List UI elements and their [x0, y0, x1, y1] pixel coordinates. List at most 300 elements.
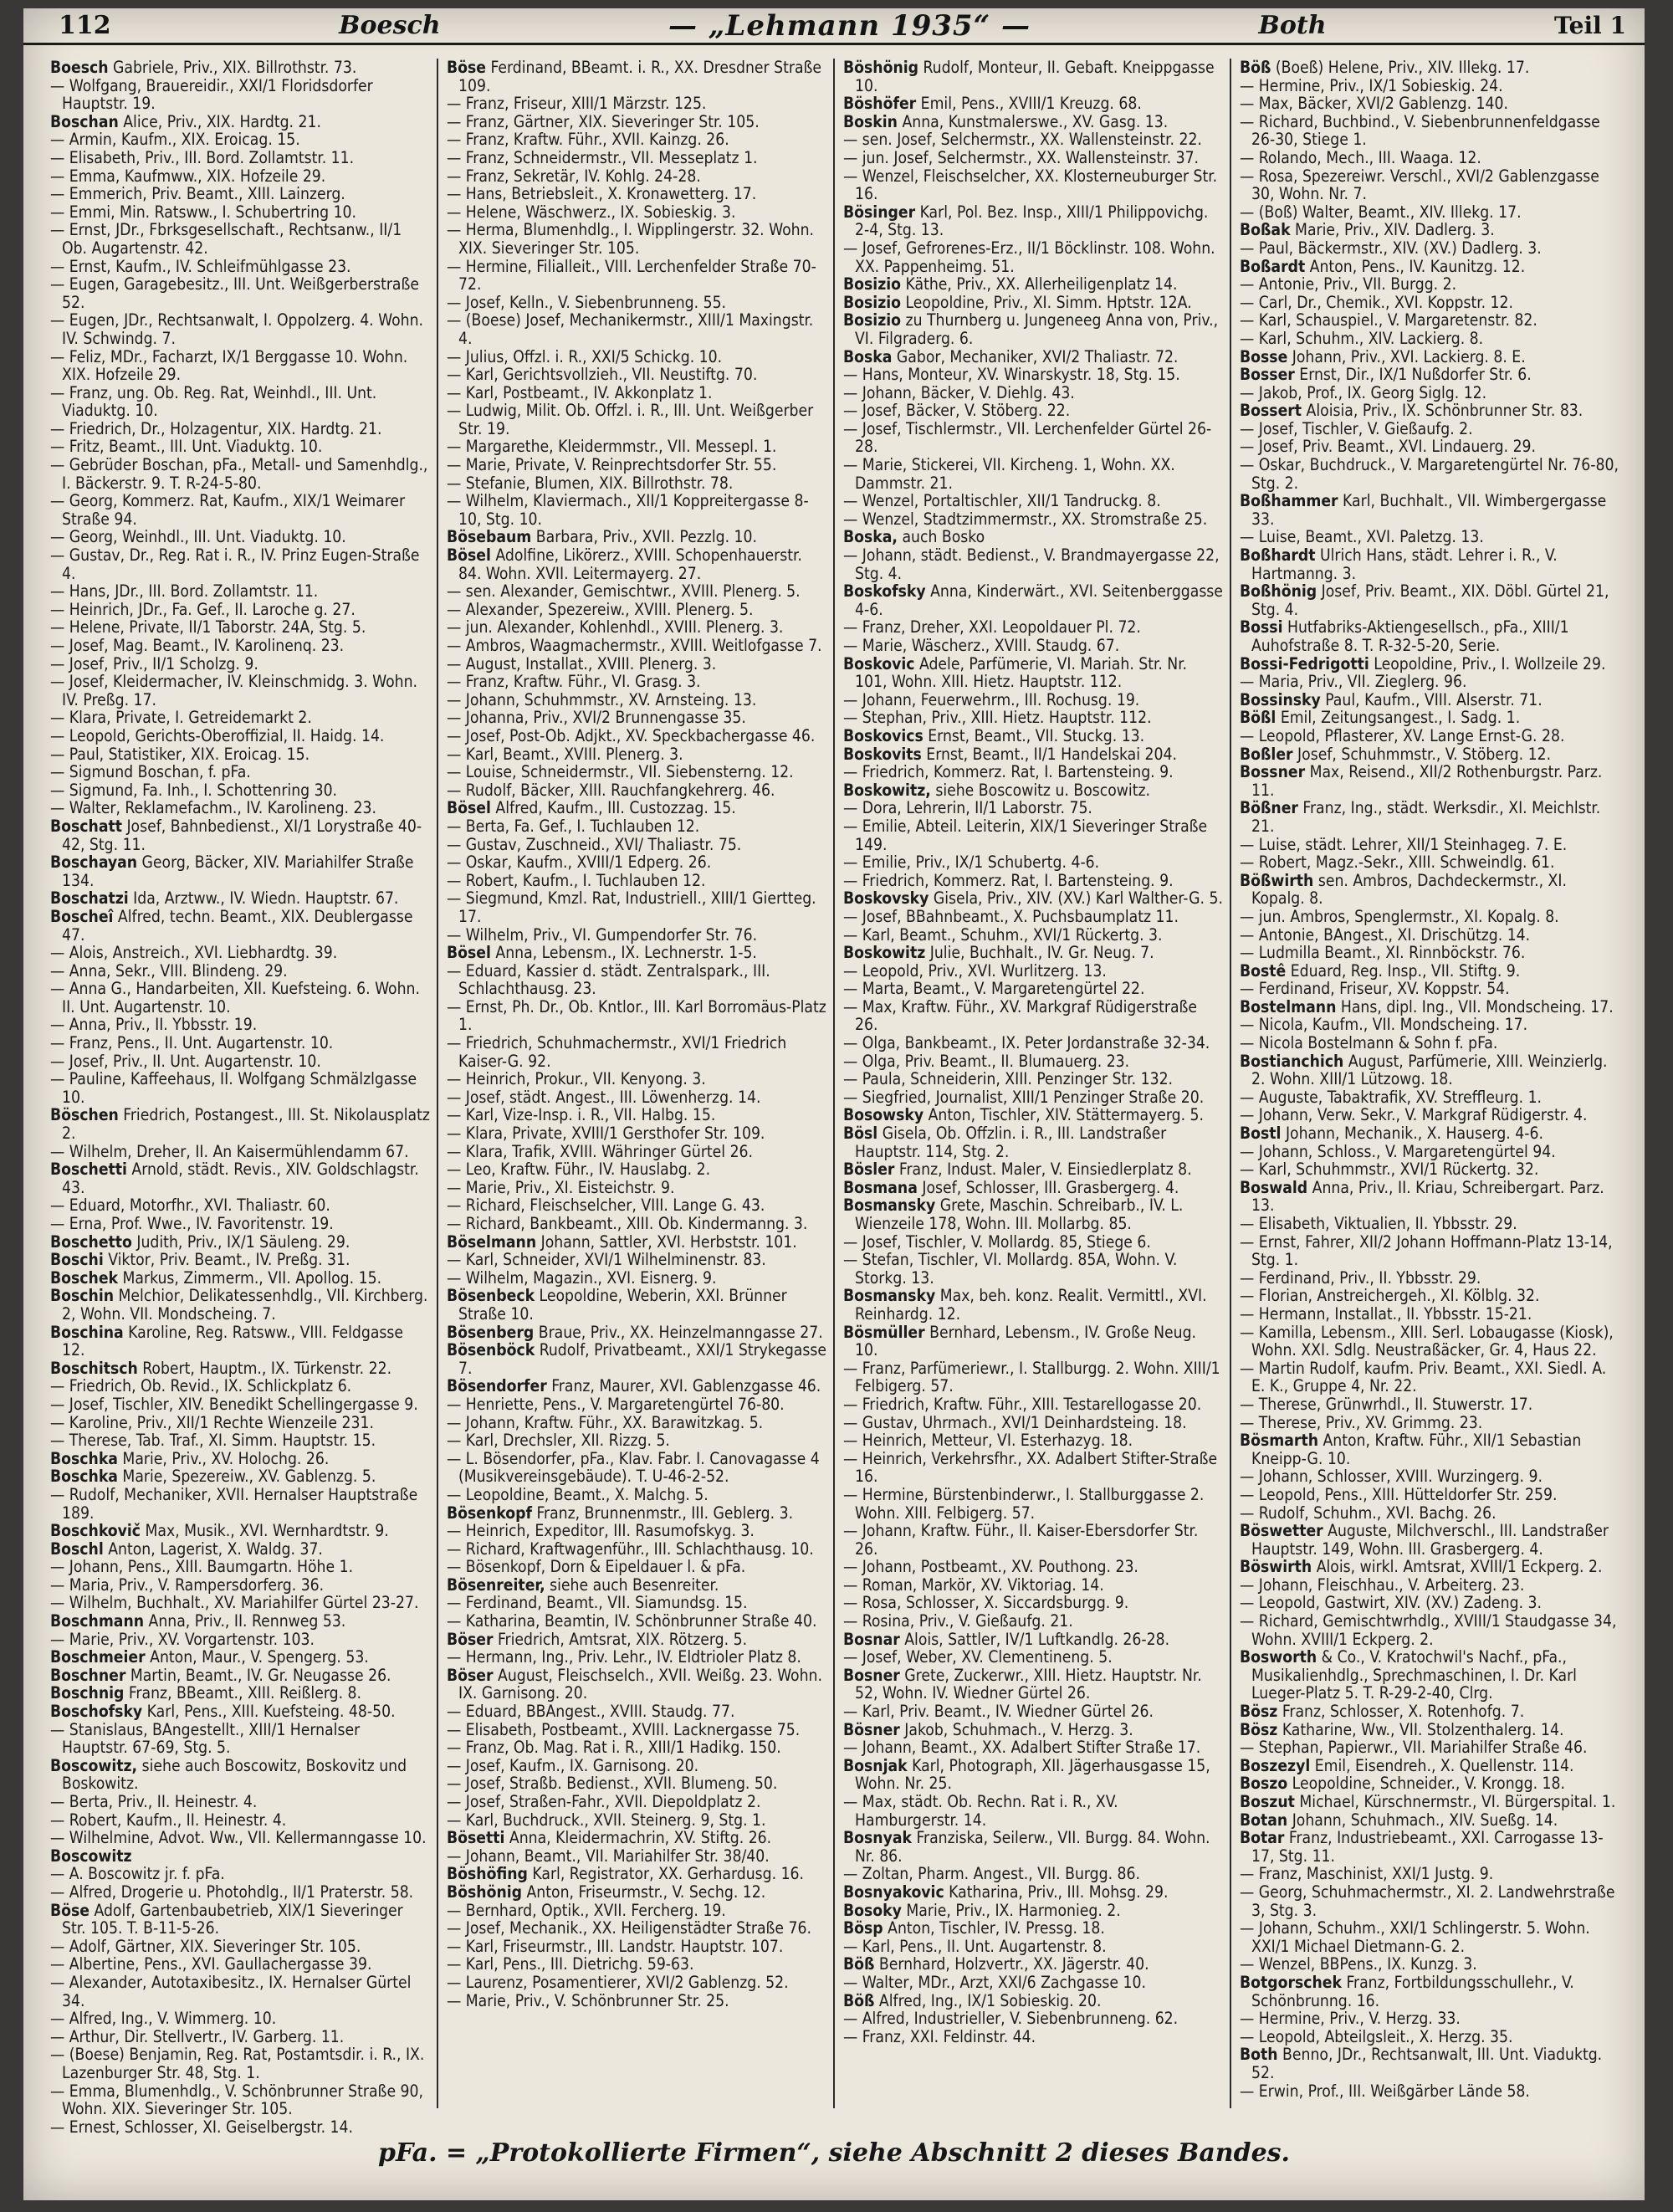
directory-entry: Böshönig Anton, Friseurmstr., V. Sechg. 12. [447, 1882, 766, 1902]
directory-entry: — Josef, BBahnbeamt., X. Puchsbaumplatz 11. [843, 906, 1179, 926]
directory-entry: — Marie, Private, V. Reinprechtsdorfer Str. 55. [447, 455, 777, 475]
directory-entry: — Max, Bäcker, XVI/2 Gablenzg. 140. [1240, 94, 1508, 114]
directory-entry: Boschin Melchior, Delikatessenhdlg., VII. Kirchberg. 2, Wohn. VII. Mondscheing. 7. [50, 1286, 428, 1324]
directory-entry: Boschmann Anna, Priv., II. Rennweg 53. [50, 1611, 346, 1631]
directory-entry: — Leopold, Pflasterer, XV. Lange Ernst-G. 28. [1240, 725, 1565, 745]
directory-entry: Boscowitz [50, 1846, 132, 1866]
directory-entry: — Klara, Private, I. Getreidemarkt 2. [50, 708, 312, 728]
directory-entry: — Gustav, Dr., Reg. Rat i. R., IV. Prinz Eugen-Straße 4. [50, 545, 420, 583]
directory-entry: Bösz Franz, Schlosser, X. Rotenhofg. 7. [1240, 1702, 1525, 1722]
directory-entry: Boschl Anton, Lagerist, X. Waldg. 37. [50, 1539, 323, 1559]
directory-entry: — Alfred, Drogerie u. Photohdlg., II/1 Praterstr. 58. [50, 1882, 414, 1902]
directory-entry: Boßak Marie, Priv., XIV. Dadlerg. 3. [1240, 220, 1495, 240]
directory-entry: — Siegmund, Kmzl. Rat, Industriell., XIII/1 Giertteg. 17. [447, 888, 816, 926]
directory-entry: — Alexander, Spezereiw., XVIII. Plenerg. 5. [447, 599, 754, 619]
directory-entry: — Wilhelmine, Advot. Ww., VII. Kellermanngasse 10. [50, 1828, 427, 1848]
directory-entry: — Georg, Weinhdl., III. Unt. Viaduktg. 10. [50, 527, 346, 547]
directory-entry: — Rosina, Priv., V. Gießaufg. 21. [843, 1611, 1073, 1631]
directory-entry: — Emilie, Abteil. Leiterin, XIX/1 Sieveringer Straße 149. [843, 816, 1208, 854]
directory-entry: — Auguste, Tabaktrafik, XV. Streffleurg. 1. [1240, 1087, 1543, 1107]
directory-entry: — Heinrich, Expeditor, III. Rasumofskyg. 3. [447, 1521, 755, 1541]
directory-entry: Boschek Markus, Zimmerm., VII. Apollog. 15. [50, 1267, 382, 1288]
directory-entry: — Karl, Schuhmmstr., XVI/1 Rückertg. 32. [1240, 1160, 1539, 1180]
directory-entry: — Leopold, Gerichts-Oberoffizial, II. Haidg. 14. [50, 725, 385, 745]
directory-entry: Boska, auch Bosko [843, 527, 985, 547]
directory-entry: — Berta, Priv., II. Heinestr. 4. [50, 1792, 258, 1811]
directory-entry: Boschitsch Robert, Hauptm., IX. Türkenstr. 22. [50, 1358, 392, 1378]
directory-entry: — jun. Ambros, Spenglermstr., XI. Kopalg. 8. [1240, 906, 1559, 926]
directory-entry: Both Benno, JDr., Rechtsanwalt, III. Unt. Viaduktg. 52. [1240, 2045, 1603, 2082]
directory-entry: Bossert Aloisia, Priv., IX. Schönbrunner Str. 83. [1240, 401, 1583, 421]
directory-entry: Boschnig Franz, BBeamt., XIII. Reißlerg. 8. [50, 1683, 361, 1703]
directory-entry: — Karl, Friseurmstr., III. Landstr. Hauptstr. 107. [447, 1936, 784, 1956]
directory-entry: Boßardt Anton, Pens., IV. Kaunitzg. 12. [1240, 256, 1526, 276]
directory-entry: — Feliz, MDr., Facharzt, IX/1 Berggasse 10. Wohn. XIX. Hofzeile 29. [50, 346, 408, 385]
directory-entry: Bosizio Leopoldine, Priv., XI. Simm. Hptstr. 12A. [843, 292, 1192, 312]
directory-entry: — Marie, Priv., XI. Eisteichstr. 9. [447, 1177, 675, 1197]
directory-entry: — Franz, Kraftw. Führ., VI. Grasg. 3. [447, 672, 701, 692]
directory-entry: — Franz, Parfümeriewr., I. Stallburgg. 2. Wohn. XIII/1 Felbigerg. 57. [843, 1358, 1220, 1396]
directory-entry: — Antonie, Priv., VII. Burgg. 2. [1240, 274, 1457, 294]
directory-entry: Bosoky Marie, Priv., IX. Harmonieg. 2. [843, 1900, 1121, 1920]
directory-entry: Bösz Katharine, Ww., VII. Stolzenthalerg. 14. [1240, 1719, 1564, 1739]
directory-entry: Bösp Anton, Tischler, IV. Pressg. 18. [843, 1918, 1105, 1938]
directory-entry: Boskovits Ernst, Beamt., II/1 Handelskai 204. [843, 744, 1177, 764]
directory-entry: Boßhammer Karl, Buchhalt., VII. Wimbergergasse 33. [1240, 491, 1607, 529]
directory-entry: — (Boß) Walter, Beamt., XIV. Illekg. 17. [1240, 202, 1522, 222]
directory-entry: — Josef, Straßb. Bedienst., XVII. Blumeng. 50. [447, 1774, 778, 1794]
directory-entry: Böswirth Alois, wirkl. Amtsrat, XVIII/1 Eckperg. 2. [1240, 1557, 1603, 1577]
directory-entry: — Anna, Sekr., VIII. Blindeng. 29. [50, 960, 288, 981]
directory-entry: — Wenzel, Portaltischler, XII/1 Tandruckg. 8. [843, 491, 1161, 511]
directory-entry: — Marie, Priv., V. Schönbrunner Str. 25. [447, 1990, 729, 2010]
directory-entry: — Erna, Prof. Wwe., IV. Favoritenstr. 19. [50, 1214, 334, 1233]
directory-entry: Bösel Anna, Lebensm., IX. Lechnerstr. 1-5. [447, 943, 757, 963]
directory-entry: Böshöfing Karl, Registrator, XX. Gerhardusg. 16. [447, 1864, 805, 1884]
directory-entry: Böse Adolf, Gartenbaubetrieb, XIX/1 Sieveringer Str. 105. T. B-11-5-26. [50, 1900, 403, 1938]
directory-entry: — Maria, Priv., V. Rampersdorferg. 36. [50, 1575, 325, 1595]
column-4 [1231, 59, 1626, 2108]
column-2 [438, 59, 835, 2108]
directory-entry: Boßhönig Josef, Priv. Beamt., XIX. Döbl. Gürtel 21, Stg. 4. [1240, 581, 1609, 619]
directory-entry: Bosnar Alois, Sattler, IV/1 Luftkandlg. 26-28. [843, 1629, 1170, 1649]
directory-entry: — Ernst, Kaufm., IV. Schleifmühlgasse 23. [50, 256, 351, 276]
directory-entry: Bosowsky Anton, Tischler, XIV. Stättermayerg. 5. [843, 1105, 1204, 1125]
directory-entry: Böser August, Fleischselch., XVII. Weißg. 23. Wohn. IX. Garnisong. 20. [447, 1665, 822, 1703]
directory-entry: — Wilhelm, Klaviermach., XII/1 Koppreitergasse 8-10, Stg. 10. [447, 491, 809, 529]
directory-entry: — Karl, Pens., III. Dietrichg. 59-63. [447, 1954, 694, 1974]
directory-entry: — Arthur, Dir. Stellvertr., IV. Garberg. 11. [50, 2026, 345, 2046]
directory-entry: Boßler Josef, Schuhmmstr., V. Stöberg. 12. [1240, 744, 1552, 764]
directory-entry: — Ferdinand, Friseur, XV. Koppstr. 54. [1240, 979, 1510, 999]
directory-entry: — Franz, Sekretär, IV. Kohlg. 24-28. [447, 166, 701, 186]
directory-entry: — Josef, Tischlermstr., VII. Lerchenfelder Gürtel 26-28. [843, 418, 1212, 457]
directory-entry: — Marie, Stickerei, VII. Kircheng. 1, Wohn. XX. Dammstr. 21. [843, 455, 1175, 493]
directory-entry: Bosser Ernst, Dir., IX/1 Nußdorfer Str. 6. [1240, 365, 1532, 385]
directory-entry: — Johann, Schloss., V. Margaretengürtel 94. [1240, 1141, 1556, 1161]
directory-entry: Boskovic Adele, Parfümerie, VI. Mariah. Str. Nr. 101, Wohn. XIII. Hietz. Hauptstr. 112. [843, 653, 1188, 692]
directory-entry: — Oskar, Buchdruck., V. Margaretengürtel Nr. 76-80, Stg. 2. [1240, 455, 1619, 493]
directory-entry: — Josef, Gefrorenes-Erz., II/1 Böcklinstr. 108. Wohn. XX. Pappenheimg. 51. [843, 238, 1215, 276]
directory-entry: Bossinsky Paul, Kaufm., VIII. Alserstr. 71. [1240, 689, 1543, 709]
directory-entry: Bosnyakovic Katharina, Priv., III. Mohsg. 29. [843, 1882, 1169, 1902]
directory-entry: — Karl, Postbeamt., IV. Akkonplatz 1. [447, 382, 713, 402]
directory-entry: — Florian, Anstreichergeh., XI. Kölblg. 32. [1240, 1286, 1540, 1306]
directory-entry: — Karl, Schneider, XVI/1 Wilhelminenstr. 83. [447, 1250, 766, 1270]
directory-entry: — Leopoldine, Beamt., X. Malchg. 5. [447, 1484, 709, 1504]
page-header [23, 8, 1645, 45]
directory-entry: — Wenzel, BBPens., IX. Kunzg. 3. [1240, 1954, 1477, 1974]
directory-entry: — Erwin, Prof., III. Weißgärber Lände 58. [1240, 2081, 1530, 2101]
directory-entry: — Friedrich, Kommerz. Rat, I. Bartensteing. 9. [843, 762, 1174, 782]
directory-entry: — Emma, Blumenhdlg., V. Schönbrunner Straße 90, Wohn. XIX. Sieveringer Str. 105. [50, 2081, 423, 2119]
directory-entry: — Josef, Bäcker, V. Stöberg. 22. [843, 401, 1071, 421]
directory-entry: — Rolando, Mech., III. Waaga. 12. [1240, 147, 1481, 167]
directory-entry: — Josef, Tischler, V. Gießaufg. 2. [1240, 418, 1473, 438]
directory-entry: — Eugen, JDr., Rechtsanwalt, I. Oppolzerg. 4. Wohn. IV. Schwindg. 7. [50, 310, 424, 348]
directory-entry: Bösmarth Anton, Kraftw. Führ., XII/1 Sebastian Kneipp-G. 10. [1240, 1431, 1582, 1468]
directory-entry: Boszo Leopoldine, Schneider., V. Krongg. 18. [1240, 1774, 1565, 1794]
directory-entry: Bösenbeck Leopoldine, Weberin, XXI. Brünner Straße 10. [447, 1286, 787, 1324]
directory-entry: — Karoline, Priv., XII/1 Rechte Wienzeile 231. [50, 1412, 374, 1432]
directory-entry: — Franz, Friseur, XIII/1 Märzstr. 125. [447, 94, 707, 114]
directory-entry: — Gebrüder Boschan, pFa., Metall- und Samenhdlg., I. Bäckerstr. 9. T. R-24-5-80. [50, 455, 428, 493]
directory-entry: — Leopold, Abteilgsleit., X. Herzg. 35. [1240, 2026, 1513, 2046]
directory-entry: — Wilhelm, Priv., VI. Gumpendorfer Str. 76. [447, 924, 758, 945]
directory-entry: — (Boese) Josef, Mechanikermstr., XIII/1 Maxingstr. 4. [447, 310, 814, 348]
directory-entry: Bosmana Josef, Schlosser, III. Grasbergerg. 4. [843, 1177, 1179, 1197]
directory-entry: — Marta, Beamt., V. Margaretengürtel 22. [843, 979, 1145, 999]
directory-entry: — Martin Rudolf, kaufm. Priv. Beamt., XXI. Siedl. A. E. K., Gruppe 4, Nr. 22. [1240, 1358, 1607, 1396]
directory-entry: — Ludmilla Beamt., XI. Rinnböckstr. 76. [1240, 943, 1526, 963]
directory-entry: — Dora, Lehrerin, II/1 Laborstr. 75. [843, 798, 1092, 818]
directory-entry: — Josef, Priv., II/1 Scholzg. 9. [50, 653, 258, 673]
directory-entry: — Johann, Verw. Sekr., V. Markgraf Rüdigerstr. 4. [1240, 1105, 1588, 1125]
directory-entry: — Klara, Private, XVIII/1 Gersthofer Str. 109. [447, 1124, 765, 1144]
directory-entry: — jun. Alexander, Kohlenhdl., XVIII. Plenerg. 3. [447, 617, 784, 637]
directory-entry: — Jakob, Prof., IX. Georg Siglg. 12. [1240, 382, 1487, 402]
directory-entry: — Therese, Tab. Traf., XI. Simm. Hauptstr. 15. [50, 1431, 376, 1451]
directory-entry: Bösenreiter, siehe auch Besenreiter. [447, 1575, 719, 1595]
directory-entry: — Bernhard, Optik., XVII. Fercherg. 19. [447, 1900, 726, 1920]
directory-entry: — Richard, Kraftwagenführ., III. Schlachthausg. 10. [447, 1539, 814, 1559]
directory-entry: Bossi-Fedrigotti Leopoldine, Priv., I. Wollzeile 29. [1240, 653, 1606, 673]
directory-entry: — sen. Alexander, Gemischtwr., XVIII. Plenerg. 5. [447, 581, 801, 602]
header-right-word: Both [1258, 11, 1327, 40]
directory-entry: — Max, Kraftw. Führ., XV. Markgraf Rüdigerstraße 26. [843, 996, 1198, 1035]
directory-entry: Boschofsky Karl, Pens., XIII. Kuefsteing. 48-50. [50, 1702, 396, 1722]
directory-entry: Bosmansky Grete, Maschin. Schreibarb., IV. L. Wienzeile 178, Wohn. III. Mollarbg. 85. [843, 1196, 1184, 1233]
directory-entry: — Josef, Kleidermacher, IV. Kleinschmidg. 3. Wohn. IV. Preßg. 17. [50, 672, 418, 709]
directory-entry: Bossner Max, Reisend., XII/2 Rothenburgstr. Parz. 11. [1240, 762, 1603, 800]
directory-entry: — Katharina, Beamtin, IV. Schönbrunner Straße 40. [447, 1611, 817, 1631]
directory-entry: — Franz, Dreher, XXI. Leopoldauer Pl. 72. [843, 617, 1141, 637]
directory-entry: — Therese, Grünwrhdl., II. Stuwerstr. 17. [1240, 1394, 1533, 1414]
directory-entry: — Karl, Beamt., XVIII. Plenerg. 3. [447, 744, 683, 764]
directory-entry: Boszut Michael, Kürschnermstr., VI. Bürgerspital. 1. [1240, 1792, 1616, 1811]
directory-entry: — Josef, Priv., II. Unt. Augartenstr. 10. [50, 1051, 321, 1071]
directory-entry: Boschi Viktor, Priv. Beamt., IV. Preßg. 31. [50, 1250, 350, 1270]
directory-entry: — Oskar, Kaufm., XVIII/1 Edperg. 26. [447, 853, 712, 873]
directory-entry: Bossi Hutfabriks-Aktiengesellsch., pFa., XIII/1 Auhofstraße 8. T. R-32-5-20, Serie. [1240, 617, 1569, 655]
directory-entry: Boschatt Josef, Bahnbedienst., XI/1 Lorystraße 40-42, Stg. 11. [50, 816, 422, 854]
directory-entry: Bostelmann Hans, dipl. Ing., VII. Mondscheing. 17. [1240, 996, 1614, 1016]
directory-entry: — Josef, Tischler, XIV. Benedikt Schellingergasse 9. [50, 1394, 418, 1414]
directory-entry: — Hans, Monteur, XV. Winarskystr. 18, Stg. 15. [843, 365, 1180, 385]
directory-entry: — Henriette, Pens., V. Margaretengürtel 76-80. [447, 1394, 785, 1414]
directory-entry: — Johann, Kraftw. Führ., II. Kaiser-Ebersdorfer Str. 26. [843, 1521, 1199, 1559]
directory-entry: — Johann, Beamt., VII. Mariahilfer Str. 38/40. [447, 1846, 770, 1866]
directory-entry: — Karl, Beamt., Schuhm., XVI/1 Rückertg. 3. [843, 924, 1163, 945]
directory-entry: — Richard, Buchbind., V. Siebenbrunnenfeldgasse 26-30, Stiege 1. [1240, 111, 1600, 150]
directory-entry: — Wolfgang, Brauereidir., XXI/1 Floridsdorfer Hauptstr. 19. [50, 75, 373, 114]
directory-entry: — Richard, Fleischselcher, VIII. Lange G. 43. [447, 1196, 765, 1216]
directory-entry: — Maria, Priv., VII. Zieglerg. 96. [1240, 672, 1467, 692]
directory-entry: Bösenböck Rudolf, Privatbeamt., XXI/1 Strykegasse 7. [447, 1340, 826, 1378]
directory-entry: — Rudolf, Mechaniker, XVII. Hernalser Hauptstraße 189. [50, 1484, 418, 1523]
directory-entry: Botar Franz, Industriebeamt., XXI. Carrogasse 13-17, Stg. 11. [1240, 1828, 1604, 1866]
directory-entry: — Josef, Mechanik., XX. Heiligenstädter Straße 76. [447, 1918, 811, 1938]
directory-entry: — Bösenkopf, Dorn & Eipeldauer l. & pFa. [447, 1557, 746, 1577]
directory-entry: Böß Alfred, Ing., IX/1 Sobieskig. 20. [843, 1990, 1102, 2010]
directory-entry: Bößl Emil, Zeitungsangest., I. Sadg. 1. [1240, 708, 1521, 728]
directory-entry: — Karl, Schuhm., XIV. Lackierg. 8. [1240, 328, 1484, 348]
directory-entry: Boskin Anna, Kunstmalerswe., XV. Gasg. 13. [843, 111, 1169, 131]
directory-entry: — Karl, Priv. Beamt., IV. Wiedner Gürtel 26. [843, 1702, 1154, 1722]
directory-entry: — Nicola Bostelmann & Sohn f. pFa. [1240, 1033, 1498, 1053]
directory-entry: Bösler Franz, Indust. Maler, V. Einsiedlerplatz 8. [843, 1160, 1192, 1180]
directory-entry: — Ferdinand, Beamt., VII. Siamundsg. 15. [447, 1593, 748, 1613]
directory-entry: — Herma, Blumenhdlg., I. Wipplingerstr. 32. Wohn. XIX. Sieveringer Str. 105. [447, 220, 815, 258]
column-1 [42, 58, 438, 2137]
directory-entry: — Hermine, Bürstenbinderwr., I. Stallburggasse 2. Wohn. XIII. Felbigerg. 57. [843, 1484, 1205, 1523]
directory-entry: Boskowitz Julie, Buchhalt., IV. Gr. Neug. 7. [843, 943, 1154, 963]
directory-entry: — Emma, Kaufmww., XIX. Hofzeile 29. [50, 166, 326, 186]
directory-entry: — Georg, Kommerz. Rat, Kaufm., XIX/1 Weimarer Straße 94. [50, 491, 406, 529]
directory-entry: — Olga, Bankbeamt., IX. Peter Jordanstraße 32-34. [843, 1033, 1210, 1053]
directory-entry: — Eduard, BBAngest., XVIII. Staudg. 77. [447, 1702, 735, 1722]
directory-entry: — Heinrich, Prokur., VII. Kenyong. 3. [447, 1069, 706, 1089]
directory-entry: — L. Bösendorfer, pFa., Klav. Fabr. I. Canovagasse 4 (Musikvereinsgebäude). T. U-46-2-52. [447, 1448, 820, 1487]
directory-entry: — Wilhelm, Magazin., XVI. Eisnerg. 9. [447, 1267, 717, 1288]
directory-entry: Böß (Boeß) Helene, Priv., XIV. Illekg. 17. [1240, 58, 1530, 77]
directory-entry: Bostianchich August, Parfümerie, XIII. Weinzierlg. 2. Wohn. XIII/1 Lützowg. 18. [1240, 1051, 1608, 1089]
directory-entry: — Olga, Priv. Beamt., II. Blumauerg. 23. [843, 1051, 1130, 1071]
directory-entry: — Johann, Schlosser, XVIII. Wurzingerg. 9. [1240, 1467, 1543, 1487]
header-title: — „Lehmann 1935“ — [668, 8, 1031, 43]
directory-entry: — Ferdinand, Priv., II. Ybbsstr. 29. [1240, 1267, 1481, 1288]
directory-entry: — Karl, Gerichtsvollzieh., VII. Neustiftg. 70. [447, 365, 758, 385]
directory-entry: — Elisabeth, Priv., III. Bord. Zollamtstr. 11. [50, 147, 355, 167]
directory-entry: — Walter, Reklamefachm., IV. Karolineng. 23. [50, 798, 376, 818]
directory-entry: — Fritz, Beamt., III. Unt. Viaduktg. 10. [50, 437, 323, 457]
directory-entry: — Ernst, JDr., Fbrksgesellschaft., Rechtsanw., II/1 Ob. Augartenstr. 42. [50, 220, 402, 258]
directory-entry: — Josef, Kaufm., IX. Garnisong. 20. [447, 1755, 699, 1775]
directory-entry: Boschan Alice, Priv., XIX. Hardtg. 21. [50, 111, 321, 131]
directory-entry: Boschetti Arnold, städt. Revis., XIV. Goldschlagstr. 43. [50, 1160, 419, 1197]
directory-entry: — Robert, Magz.-Sekr., XIII. Schweindlg. 61. [1240, 853, 1555, 873]
directory-entry: — Friedrich, Kommerz. Rat, I. Bartensteing. 9. [843, 870, 1174, 890]
directory-entry: — Franz, ung. Ob. Reg. Rat, Weinhdl., III. Unt. Viaduktg. 10. [50, 382, 377, 421]
directory-entry: — Eugen, Garagebesitz., III. Unt. Weißgerberstraße 52. [50, 274, 420, 312]
directory-entry: Bosizio zu Thurnberg u. Jungeneeg Anna von, Priv., VI. Filgraderg. 6. [843, 310, 1219, 348]
directory-entry: — Gustav, Uhrmach., XVI/1 Deinhardsteing. 18. [843, 1412, 1187, 1432]
directory-entry: — Emmerich, Priv. Beamt., XIII. Lainzerg. [50, 184, 345, 204]
directory-entry: — (Boese) Benjamin, Reg. Rat, Postamtsdir. i. R., IX. Lazenburger Str. 48, Stg. 1. [50, 2045, 425, 2082]
directory-entry: Boßhardt Ulrich Hans, städt. Lehrer i. R., V. Hartmanng. 3. [1240, 545, 1558, 583]
directory-entry: — Franz, Ob. Mag. Rat i. R., XIII/1 Hadikg. 150. [447, 1738, 781, 1758]
directory-entry: Boszezyl Emil, Eisendreh., X. Quellenstr. 114. [1240, 1755, 1574, 1775]
directory-entry: — Emilie, Priv., IX/1 Schubertg. 4-6. [843, 853, 1100, 873]
directory-entry: — Ludwig, Milit. Ob. Offzl. i. R., III. Unt. Weißgerber Str. 19. [447, 401, 814, 438]
directory-entry: — Alfred, Ing., V. Wimmerg. 10. [50, 2009, 277, 2029]
directory-entry: Boscheî Alfred, techn. Beamt., XIX. Deublergasse 47. [50, 906, 413, 945]
directory-entry: — Karl, Buchdruck., XVII. Steinerg. 9, Stg. 1. [447, 1810, 766, 1830]
directory-entry: — Josef, Kelln., V. Siebenbrunneng. 55. [447, 292, 727, 312]
directory-entry: — A. Boscowitz jr. f. pFa. [50, 1864, 225, 1884]
directory-entry: — Rudolf, Schuhm., XVI. Bachg. 26. [1240, 1503, 1496, 1523]
directory-entry: — Robert, Kaufm., II. Heinestr. 4. [50, 1810, 287, 1830]
header-part: Teil 1 [1554, 12, 1626, 39]
directory-entry: — Alois, Anstreich., XVI. Liebhardtg. 39. [50, 943, 338, 963]
directory-entry: — Stephan, Papierwr., VII. Mariahilfer Straße 46. [1240, 1738, 1588, 1758]
directory-entry: — Sigmund, Fa. Inh., I. Schottenring 30. [50, 780, 338, 800]
directory-entry: — Friedrich, Kraftw. Führ., XIII. Testarellogasse 20. [843, 1394, 1202, 1414]
directory-entry: — Franz, Kraftw. Führ., XVII. Kainzg. 26. [447, 130, 729, 150]
directory-entry: Boesch Gabriele, Priv., XIX. Billrothstr. 73. [50, 58, 357, 77]
directory-entry: Böshöfer Emil, Pens., XVIII/1 Kreuzg. 68. [843, 94, 1142, 114]
directory-entry: Bösinger Karl, Pol. Bez. Insp., XIII/1 Philippovichg. 2-4, Stg. 13. [843, 202, 1209, 240]
directory-entry: — Leo, Kraftw. Führ., IV. Hauslabg. 2. [447, 1160, 711, 1180]
directory-entry: — Roman, Markör, XV. Viktoriag. 14. [843, 1575, 1104, 1595]
directory-entry: — Rudolf, Bäcker, XIII. Rauchfangkehrerg. 46. [447, 780, 775, 800]
directory-entry: — Wenzel, Stadtzimmermstr., XX. Stromstraße 25. [843, 509, 1208, 529]
directory-entry: — Elisabeth, Viktualien, II. Ybbsstr. 29. [1240, 1214, 1517, 1233]
directory-entry: Bosner Grete, Zuckerwr., XIII. Hietz. Hauptstr. Nr. 52, Wohn. IV. Wiedner Gürtel 26. [843, 1665, 1202, 1703]
directory-entry: Bosnjak Karl, Photograph, XII. Jägerhausgasse 15, Wohn. Nr. 25. [843, 1755, 1210, 1794]
directory-entry: Bosworth & Co., V. Kratochwil's Nachf., pFa., Musikalienhdlg., Sprechmaschinen, I. Dr. Karl Lueger-Platz 5. T. R-29-2-40, Clrg. [1240, 1647, 1577, 1703]
directory-entry: — Hermann, Installat., II. Ybbsstr. 15-21. [1240, 1303, 1532, 1324]
directory-entry: — Ernest, Schlosser, XI. Geiselbergstr. 14. [50, 2117, 353, 2137]
directory-entry: — Johann, Beamt., XX. Adalbert Stifter Straße 17. [843, 1738, 1201, 1758]
directory-entry: — Stanislaus, BAngestellt., XIII/1 Hernalser Hauptstr. 67-69, Stg. 5. [50, 1719, 361, 1758]
directory-entry: — August, Installat., XVIII. Plenerg. 3. [447, 653, 717, 673]
directory-entry: — Josef, Priv. Beamt., XVI. Lindauerg. 29. [1240, 437, 1537, 457]
directory-entry: — Helene, Private, II/1 Taborstr. 24A, Stg. 5. [50, 617, 366, 637]
directory-entry: Boschmeier Anton, Maur., V. Spengerg. 53. [50, 1647, 369, 1667]
directory-entry: Bösenberg Braue, Priv., XX. Heinzelmanngasse 27. [447, 1322, 823, 1342]
directory-entry: — Zoltan, Pharm. Angest., VII. Burgg. 86. [843, 1864, 1140, 1884]
directory-entry: — Hermine, Priv., V. Herzg. 33. [1240, 2009, 1461, 2029]
directory-entry: — Josef, Weber, XV. Clementineng. 5. [843, 1647, 1113, 1667]
directory-entry: — Richard, Bankbeamt., XIII. Ob. Kindermanng. 3. [447, 1214, 808, 1233]
directory-entry: Bösl Gisela, Ob. Offzlin. i. R., III. Landstraßer Hauptstr. 114, Stg. 2. [843, 1124, 1167, 1161]
directory-entry: — Paula, Schneiderin, XIII. Penzinger Str. 132. [843, 1069, 1174, 1089]
directory-entry: — Hermine, Filialleit., VIII. Lerchenfelder Straße 70-72. [447, 256, 816, 294]
directory-entry: — Leopold, Pens., XIII. Hütteldorfer Str. 259. [1240, 1484, 1558, 1504]
directory-entry: — Helene, Wäschwerz., IX. Sobieskig. 3. [447, 202, 736, 222]
directory-entry: — Karl, Vize-Insp. i. R., VII. Halbg. 15. [447, 1105, 716, 1125]
directory-entry: Bostê Eduard, Reg. Insp., VII. Stiftg. 9. [1240, 960, 1521, 981]
directory-entry: — Wilhelm, Buchhalt., XV. Mariahilfer Gürtel 23-27. [50, 1593, 419, 1613]
directory-entry: — Armin, Kaufm., XIX. Eroicag. 15. [50, 130, 300, 150]
directory-entry: — Josef, städt. Angest., III. Löwenherzg. 14. [447, 1087, 761, 1107]
directory-entry: — Alexander, Autotaxibesitz., IX. Hernalser Gürtel 34. [50, 1972, 412, 2010]
directory-entry: — Hans, Betriebsleit., X. Kronawetterg. 17. [447, 184, 757, 204]
directory-entry: Bösel Alfred, Kaufm., III. Custozzag. 15. [447, 798, 736, 818]
directory-entry: — Antonie, BAngest., XI. Drischützg. 14. [1240, 924, 1531, 945]
directory-entry: Boskowitz, siehe Boscowitz u. Boscowitz. [843, 780, 1151, 800]
directory-entry: — Karl, Schauspiel., V. Margaretenstr. 82. [1240, 310, 1537, 330]
directory-entry: — sen. Josef, Selchermstr., XX. Wallensteinstr. 22. [843, 130, 1202, 150]
directory-entry: — Friedrich, Schuhmachermstr., XVI/1 Friedrich Kaiser-G. 92. [447, 1033, 787, 1071]
directory-entry: Bostl Johann, Mechanik., X. Hauserg. 4-6. [1240, 1124, 1543, 1144]
directory-entry: — Ernst, Fahrer, XII/2 Johann Hoffmann-Platz 13-14, Stg. 1. [1240, 1231, 1613, 1270]
directory-entry: — Richard, Gemischtwrhdlg., XVIII/1 Staudgasse 34, Wohn. XVIII/1 Eckperg. 2. [1240, 1611, 1617, 1649]
directory-entry: Bösner Jakob, Schuhmach., V. Herzg. 3. [843, 1719, 1133, 1739]
directory-entry: — Anna, Priv., II. Ybbsstr. 19. [50, 1015, 258, 1035]
directory-entry: Böß Bernhard, Holzvertr., XX. Jägerstr. 40. [843, 1954, 1149, 1974]
directory-entry: — Ernst, Ph. Dr., Ob. Kntlor., III. Karl Borromäus-Platz 1. [447, 996, 826, 1035]
directory-entry: — Gustav, Zuschneid., XVI/ Thaliastr. 75. [447, 834, 742, 854]
directory-entry: — Johann, Schuhm., XXI/1 Schlingerstr. 5. Wohn. XXI/1 Michael Dietmann-G. 2. [1240, 1918, 1590, 1956]
directory-entry: — Anna G., Handarbeiten, XII. Kuefsteing. 6. Wohn. II. Unt. Augartenstr. 10. [50, 979, 420, 1016]
directory-entry: — Johann, städt. Bedienst., V. Brandmayergasse 22, Stg. 4. [843, 545, 1220, 583]
directory-entry: — Pauline, Kaffeehaus, II. Wolfgang Schmälzlgasse 10. [50, 1069, 417, 1107]
directory-entry: — Rosa, Spezereiwr. Verschl., XVI/2 Gablenzgasse 30, Wohn. Nr. 7. [1240, 166, 1599, 204]
directory-entry: Bösenkopf Franz, Brunnenmstr., III. Geblerg. 3. [447, 1503, 794, 1523]
directory-entry: — Louise, Schneidermstr., VII. Siebensterng. 12. [447, 762, 794, 782]
directory-entry: — Laurenz, Posamentierer, XVI/2 Gablenzg. 52. [447, 1972, 789, 1992]
directory-entry: Botgorschek Franz, Fortbildungsschullehr., V. Schönbrunng. 16. [1240, 1972, 1574, 2010]
directory-entry: — Ambros, Waagmachermstr., XVIII. Weitlofgasse 7. [447, 636, 822, 655]
directory-entry: — Stefanie, Blumen, XIX. Billrothstr. 78. [447, 473, 734, 493]
directory-entry: — Josef, Tischler, V. Mollardg. 85, Stiege 6. [843, 1231, 1151, 1252]
directory-entry: — Johanna, Priv., XVI/2 Brunnengasse 35. [447, 708, 746, 728]
directory-entry: Botan Johann, Schuhmach., XIV. Sueßg. 14. [1240, 1810, 1558, 1830]
directory-entry: — Paul, Bäckermstr., XIV. (XV.) Dadlerg. 3. [1240, 238, 1542, 258]
directory-entry: — Franz, Schneidermstr., VII. Messeplatz 1. [447, 147, 758, 167]
directory-entry: — Marie, Wäscherz., XVIII. Staudg. 67. [843, 636, 1120, 655]
directory-entry: — Robert, Kaufm., I. Tuchlauben 12. [447, 870, 706, 890]
directory-entry: Boska Gabor, Mechaniker, XVI/2 Thaliastr. 72. [843, 346, 1179, 366]
directory-entry: — Johann, Feuerwehrm., III. Rochusg. 19. [843, 689, 1140, 709]
directory-entry: — Johann, Postbeamt., XV. Pouthong. 23. [843, 1557, 1138, 1577]
directory-entry: Boswald Anna, Priv., II. Kriau, Schreibergart. Parz. 13. [1240, 1177, 1604, 1216]
directory-entry: — Friedrich, Ob. Revid., IX. Schlickplatz 6. [50, 1376, 352, 1396]
directory-entry: — Carl, Dr., Chemik., XVI. Koppstr. 12. [1240, 292, 1513, 312]
directory-entry: — Johann, Schuhmmstr., XV. Arnsteing. 13. [447, 689, 757, 709]
directory-entry: — Siegfried, Journalist, XIII/1 Penzinger Straße 20. [843, 1087, 1205, 1107]
directory-entry: Bösel Adolfine, Likörerz., XVIII. Schopenhauerstr. 84. Wohn. XVII. Leitermayerg. 27. [447, 545, 802, 583]
directory-entry: — Josef, Mag. Beamt., IV. Karolinenq. 23. [50, 636, 345, 655]
directory-entry: Böswetter Auguste, Milchverschl., III. Landstraßer Hauptstr. 149, Wohn. III. Grasbergerg. 4. [1240, 1521, 1609, 1559]
directory-entry: — Franz, Maschinist, XXI/1 Justg. 9. [1240, 1864, 1494, 1884]
directory-entry: — Heinrich, Verkehrsfhr., XX. Adalbert Stifter-Straße 16. [843, 1448, 1218, 1487]
page-number: 112 [59, 11, 111, 40]
directory-entry: Böser Friedrich, Amtsrat, XIX. Rötzerg. 5. [447, 1629, 748, 1649]
directory-entry: Bosnyak Franziska, Seilerw., VII. Burgg. 84. Wohn. Nr. 86. [843, 1828, 1210, 1866]
directory-entry: — Heinrich, JDr., Fa. Gef., II. Laroche g. 27. [50, 599, 356, 619]
directory-columns [42, 58, 1626, 2137]
directory-entry: Boschatzi Ida, Arztww., IV. Wiedn. Hauptstr. 67. [50, 888, 399, 909]
directory-entry: — Georg, Schuhmachermstr., XI. 2. Landwehrstraße 3, Stg. 3. [1240, 1882, 1615, 1920]
directory-entry: Boschetto Judith, Priv., IX/1 Säuleng. 29. [50, 1231, 350, 1252]
directory-entry: Bösendorfer Franz, Maurer, XVI. Gablenzgasse 46. [447, 1376, 821, 1396]
directory-entry: — Kamilla, Lebensm., XIII. Serl. Lobaugasse (Kiosk), Wohn. XXI. Sdlg. Neustraßäcker, Gr. 4, Haus 22. [1240, 1322, 1614, 1360]
directory-entry: Boschka Marie, Spezereiw., XV. Gablenzg. 5. [50, 1467, 376, 1487]
directory-entry: — Karl, Pens., II. Unt. Augartenstr. 8. [843, 1936, 1107, 1956]
